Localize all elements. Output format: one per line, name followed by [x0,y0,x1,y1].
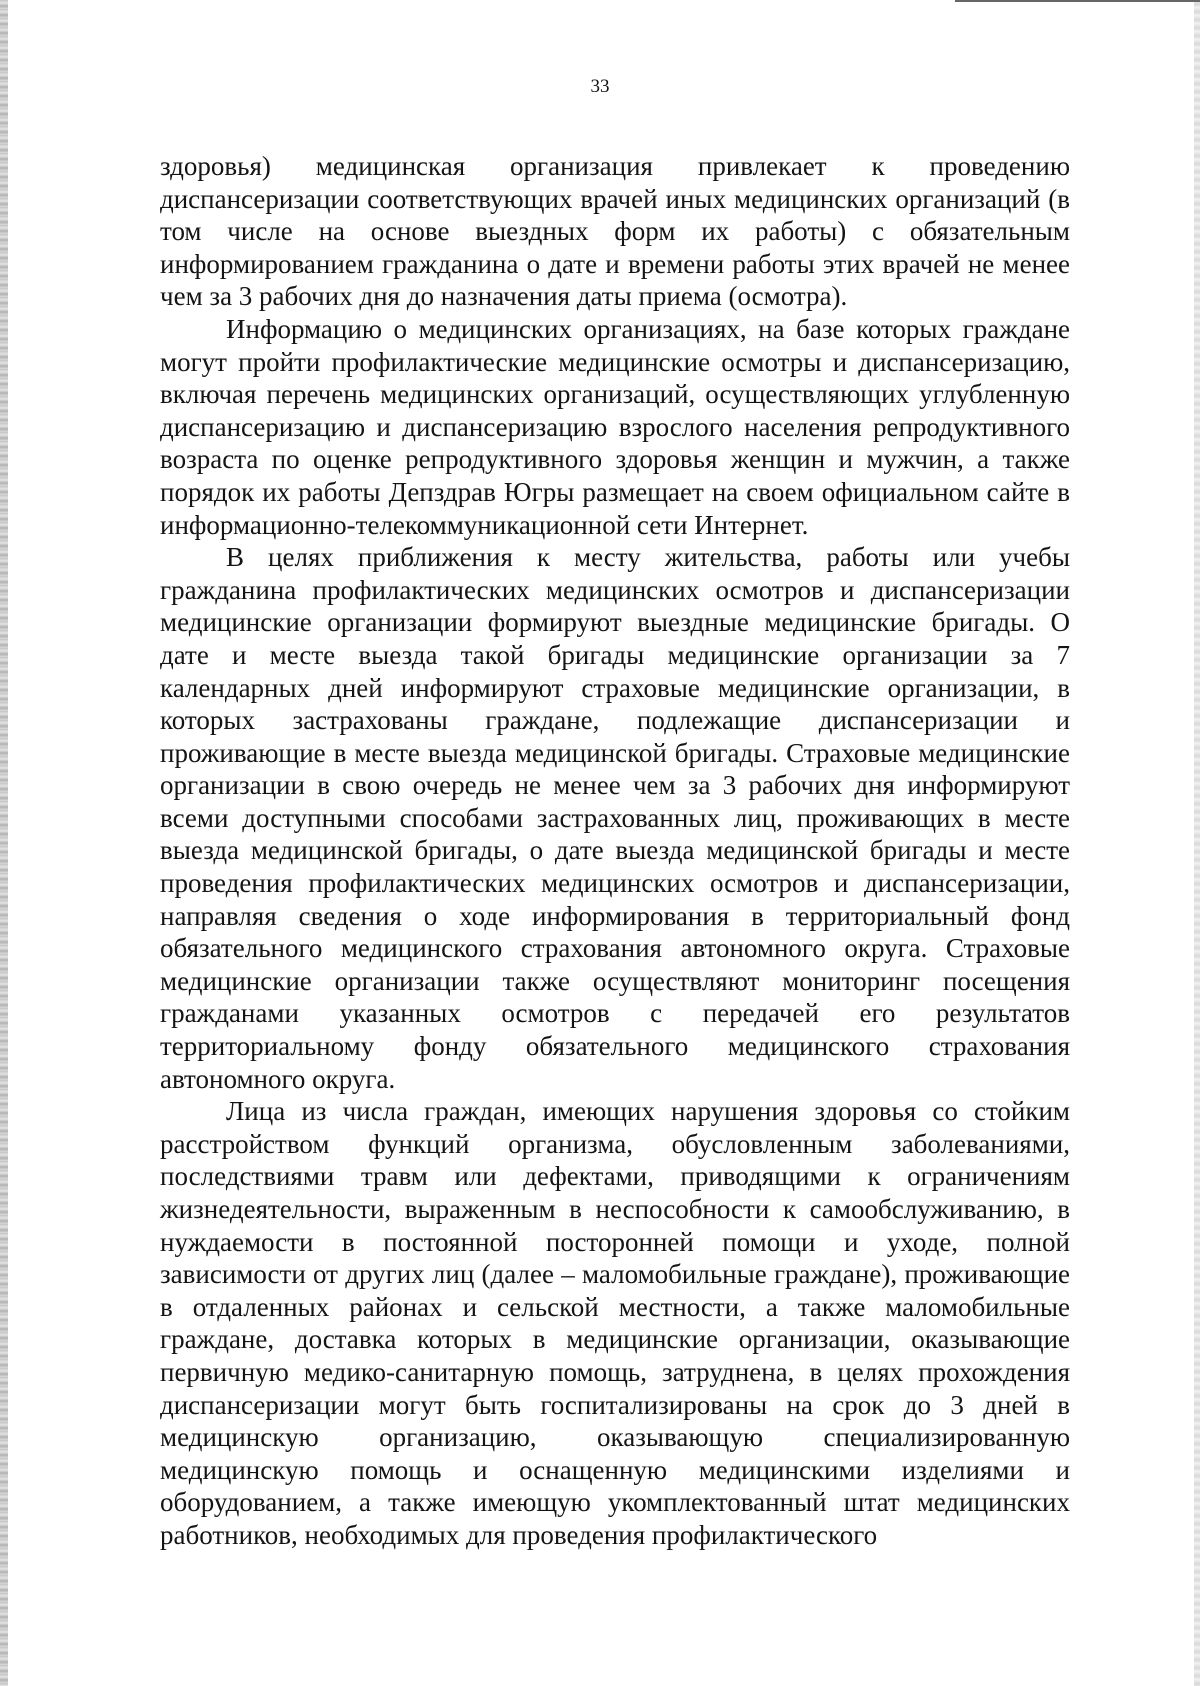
document-body [160,150,1070,1552]
scan-edge-right [1194,0,1200,1686]
page-number: 33 [590,76,610,97]
paragraph-mobile-brigades: В целях приближения к месту жительства, работы или учебы гражданина профилактических медицинских осмотров и диспансеризации медицинские организации формируют выездные медицинские бригады. О дате и месте выезда такой бригады медицинские организации за 7 календарных дней информируют страховые медицинские организации, в которых застрахованы граждане, подлежащие диспансеризации и проживающие в месте выезда медицинской бригады. Страховые медицинские организации в свою очередь не менее чем за 3 рабочих дня информируют всеми доступными способами застрахованных лиц, проживающих в месте выезда медицинской бригады, о дате выезда медицинской бригады и месте проведения профилактических медицинских осмотров и диспансеризации, направляя сведения о ходе информирования в территориальный фонд обязательного медицинского страхования автономного округа. Страховые медицинские организации также осуществляют мониторинг посещения гражданами указанных осмотров с передачей его результатов территориальному фонду обязательного медицинского страхования автономного округа. [160,542,1070,1094]
scan-top-line [955,0,1200,2]
paragraph-medical-organizations-info: Информацию о медицинских организациях, на базе которых граждане могут пройти профилактические медицинские осмотры и диспансеризацию, включая перечень медицинских организаций, осуществляющих углубленную диспансеризацию и диспансеризацию взрослого населения репродуктивного возраста по оценке репродуктивного здоровья женщин и мужчин, а также порядок их работы Депздрав Югры размещает на своем официальном сайте в информационно-телекоммуникационной сети Интернет. [160,313,1070,540]
paragraph-continuation: здоровья) медицинская организация привлекает к проведению диспансеризации соответствующих врачей иных медицинских организаций (в том числе на основе выездных форм их работы) с обязательным информированием гражданина о дате и времени работы этих врачей не менее чем за 3 рабочих дня до назначения даты приема (осмотра). [160,151,1070,312]
scan-edge-left [0,0,8,1686]
paragraph-limited-mobility-citizens: Лица из числа граждан, имеющих нарушения здоровья со стойким расстройством функций организма, обусловленным заболеваниями, последствиями травм или дефектами, приводящими к ограничениям жизнедеятельности, выраженным в неспособности к самообслуживанию, в нуждаемости в постоянной посторонней помощи и уходе, полной зависимости от других лиц (далее – маломобильные граждане), проживающие в отдаленных районах и сельской местности, а также маломобильные граждане, доставка которых в медицинские организации, оказывающие первичную медико-санитарную помощь, затруднена, в целях прохождения диспансеризации могут быть госпитализированы на срок до 3 дней в медицинскую организацию, оказывающую специализированную медицинскую помощь и оснащенную медицинскими изделиями и оборудованием, а также имеющую укомплектованный штат медицинских работников, необходимых для проведения профилактического [160,1096,1070,1550]
